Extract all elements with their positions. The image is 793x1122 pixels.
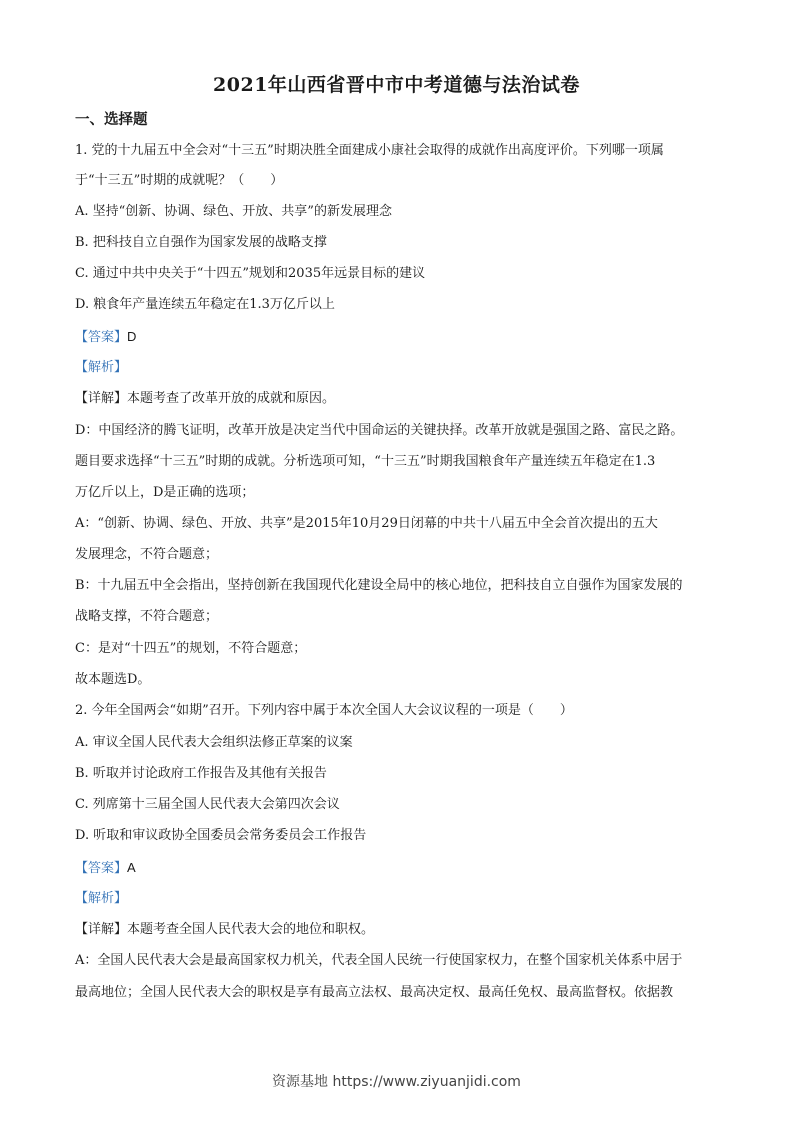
q1-option-d: D. 粮食年产量连续五年稳定在1.3万亿斤以上	[75, 297, 335, 312]
analysis-tag: 【解析】	[75, 891, 128, 906]
answer-tag: 【答案】	[75, 330, 128, 345]
q2-answer	[75, 860, 136, 877]
detail-text: 本题考查了改革开放的成就和原因。	[127, 391, 336, 406]
q1-option-b: B. 把科技自立自强作为国家发展的战略支撑	[75, 235, 327, 250]
q2-analysis	[75, 891, 127, 907]
q1-explanation-line: 发展理念，不符合题意；	[75, 547, 219, 562]
q1-stem-line-2: 于“十三五”时期的成就呢？（ ）	[75, 173, 284, 188]
q1-explanation-line: 万亿斤以上，D是正确的选项；	[75, 485, 255, 500]
q1-explanation-line: 战略支撑，不符合题意；	[75, 609, 219, 624]
q1-stem-line-1: 1. 党的十九届五中全会对“十三五”时期决胜全面建成小康社会取得的成就作出高度评价。下列哪一项属	[75, 143, 664, 158]
q2-option-d: D. 听取和审议政协全国委员会常务委员会工作报告	[75, 828, 367, 843]
section-heading: 一、选择题	[75, 111, 148, 128]
detail-tag: 【详解】	[75, 391, 128, 406]
q2-option-a: A. 审议全国人民代表大会组织法修正草案的议案	[75, 735, 353, 750]
q1-explanation-line: B：十九届五中全会指出，坚持创新在我国现代化建设全局中的核心地位，把科技自立自强作为国家发展的	[75, 578, 683, 593]
q2-explanation-line: 最高地位；全国人民代表大会的职权是享有最高立法权、最高决定权、最高任免权、最高监督权。依据教	[75, 985, 674, 1000]
answer-value: D	[127, 329, 137, 344]
q1-option-a: A. 坚持“创新、协调、绿色、开放、共享”的新发展理念	[75, 204, 392, 219]
q1-explanation-line: D：中国经济的腾飞证明，改革开放是决定当代中国命运的关键抉择。改革开放就是强国之路、富民之路。	[75, 423, 684, 438]
q1-explanation-line: C：是对“十四五”的规划，不符合题意；	[75, 641, 307, 656]
q1-explanation-line: A：“创新、协调、绿色、开放、共享”是2015年10月29日闭幕的中共十八届五中全会首次提出的五大	[75, 516, 658, 531]
q1-answer	[75, 329, 136, 346]
exam-title: 2021年山西省晋中市中考道德与法治试卷	[213, 74, 580, 96]
q1-explanation-line: 题目要求选择“十三五”时期的成就。分析选项可知，“十三五”时期我国粮食年产量连续五年稳定在1.3	[75, 454, 656, 469]
answer-tag: 【答案】	[75, 861, 128, 876]
q1-option-c: C. 通过中共中央关于“十四五”规划和2035年远景目标的建议	[75, 266, 426, 281]
q2-option-c: C. 列席第十三届全国人民代表大会第四次会议	[75, 797, 340, 812]
q1-explanation-line: 故本题选D。	[75, 672, 151, 687]
q1-analysis	[75, 360, 127, 376]
footer-watermark: 资源基地 https://www.ziyuanjidi.com	[272, 1074, 521, 1090]
q2-option-b: B. 听取并讨论政府工作报告及其他有关报告	[75, 766, 327, 781]
answer-value: A	[127, 860, 136, 875]
analysis-tag: 【解析】	[75, 360, 128, 375]
q1-detail	[75, 391, 335, 407]
q2-detail	[75, 922, 374, 938]
detail-tag: 【详解】	[75, 922, 128, 937]
q2-explanation-line: A：全国人民代表大会是最高国家权力机关，代表全国人民统一行使国家权力，在整个国家机关体系中居于	[75, 953, 683, 968]
detail-text: 本题考查全国人民代表大会的地位和职权。	[127, 922, 375, 937]
q2-stem-line-1: 2. 今年全国两会“如期”召开。下列内容中属于本次全国人大会议议程的一项是（ ）	[75, 703, 573, 718]
